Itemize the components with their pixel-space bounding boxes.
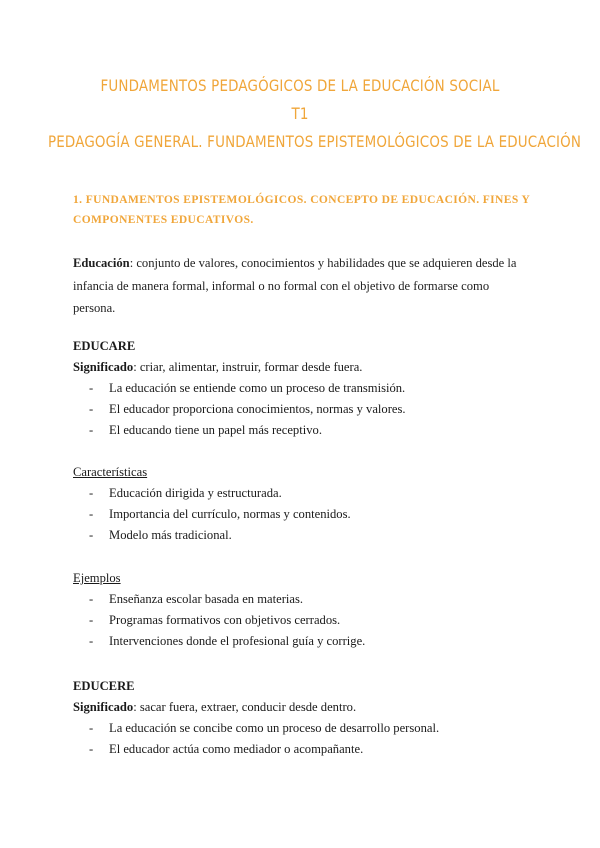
dash-bullet: - — [89, 742, 94, 756]
educere-list — [73, 718, 543, 760]
list-item — [73, 483, 543, 504]
educere-meaning-text: : sacar fuera, extraer, conducir desde dentro. — [133, 700, 357, 714]
dash-bullet: - — [89, 402, 94, 416]
dash-bullet: - — [89, 423, 94, 437]
dash-bullet: - — [89, 381, 94, 395]
section-heading: 1. FUNDAMENTOS EPISTEMOLÓGICOS. CONCEPTO DE EDUCACIÓN. FINES Y COMPONENTES EDUCATIVOS. — [73, 194, 530, 226]
educere-block — [73, 676, 543, 760]
dash-bullet: - — [89, 634, 94, 648]
definition-term: Educación — [73, 256, 130, 270]
educare-block — [73, 336, 543, 441]
dash-bullet: - — [89, 528, 94, 542]
list-item-text: El educador actúa como mediador o acompañante. — [109, 742, 364, 756]
list-item — [73, 504, 543, 525]
list-item — [73, 378, 543, 399]
definition-paragraph — [73, 252, 528, 320]
educare-meaning-label: Significado — [73, 360, 134, 374]
dash-bullet: - — [89, 486, 94, 500]
list-item-text: El educando tiene un papel más receptivo. — [109, 423, 322, 437]
list-item-text: Educación dirigida y estructurada. — [109, 486, 282, 500]
educere-meaning — [73, 697, 543, 718]
educere-heading: EDUCERE — [73, 679, 135, 693]
list-item-text: La educación se concibe como un proceso de desarrollo personal. — [109, 721, 440, 735]
ejemplos-list — [73, 589, 543, 652]
list-item — [73, 718, 543, 739]
title-line-2: T1 — [291, 104, 309, 123]
list-item-text: El educador proporciona conocimientos, normas y valores. — [109, 402, 406, 416]
document-title — [0, 72, 600, 156]
list-item-text: Modelo más tradicional. — [109, 528, 232, 542]
educare-list — [73, 378, 543, 441]
list-item-text: Programas formativos con objetivos cerrados. — [109, 613, 341, 627]
educare-meaning-text: : criar, alimentar, instruir, formar desde fuera. — [133, 360, 363, 374]
dash-bullet: - — [89, 592, 94, 606]
dash-bullet: - — [89, 613, 94, 627]
title-line-3: PEDAGOGÍA GENERAL. FUNDAMENTOS EPISTEMOLÓGICOS DE LA EDUCACIÓN — [48, 132, 582, 151]
caracteristicas-block — [73, 462, 543, 546]
list-item-text: Importancia del currículo, normas y contenidos. — [109, 507, 351, 521]
caracteristicas-heading: Características — [73, 465, 148, 479]
list-item — [73, 589, 543, 610]
dash-bullet: - — [89, 507, 94, 521]
list-item — [73, 420, 543, 441]
list-item-text: La educación se entiende como un proceso de transmisión. — [109, 381, 406, 395]
caracteristicas-list — [73, 483, 543, 546]
ejemplos-heading: Ejemplos — [73, 571, 121, 585]
ejemplos-block — [73, 568, 543, 652]
dash-bullet: - — [89, 721, 94, 735]
educare-heading: EDUCARE — [73, 339, 136, 353]
list-item-text: Enseñanza escolar basada en materias. — [109, 592, 304, 606]
list-item — [73, 525, 543, 546]
list-item — [73, 631, 543, 652]
list-item — [73, 610, 543, 631]
educare-meaning — [73, 357, 543, 378]
title-line-1: FUNDAMENTOS PEDAGÓGICOS DE LA EDUCACIÓN SOCIAL — [100, 76, 500, 95]
list-item-text: Intervenciones donde el profesional guía y corrige. — [109, 634, 366, 648]
list-item — [73, 739, 543, 760]
definition-text: : conjunto de valores, conocimientos y habilidades que se adquieren desde la infancia de manera formal, informal o no formal con el objetivo de formarse como persona. — [73, 256, 517, 315]
educere-meaning-label: Significado — [73, 700, 134, 714]
list-item — [73, 399, 543, 420]
